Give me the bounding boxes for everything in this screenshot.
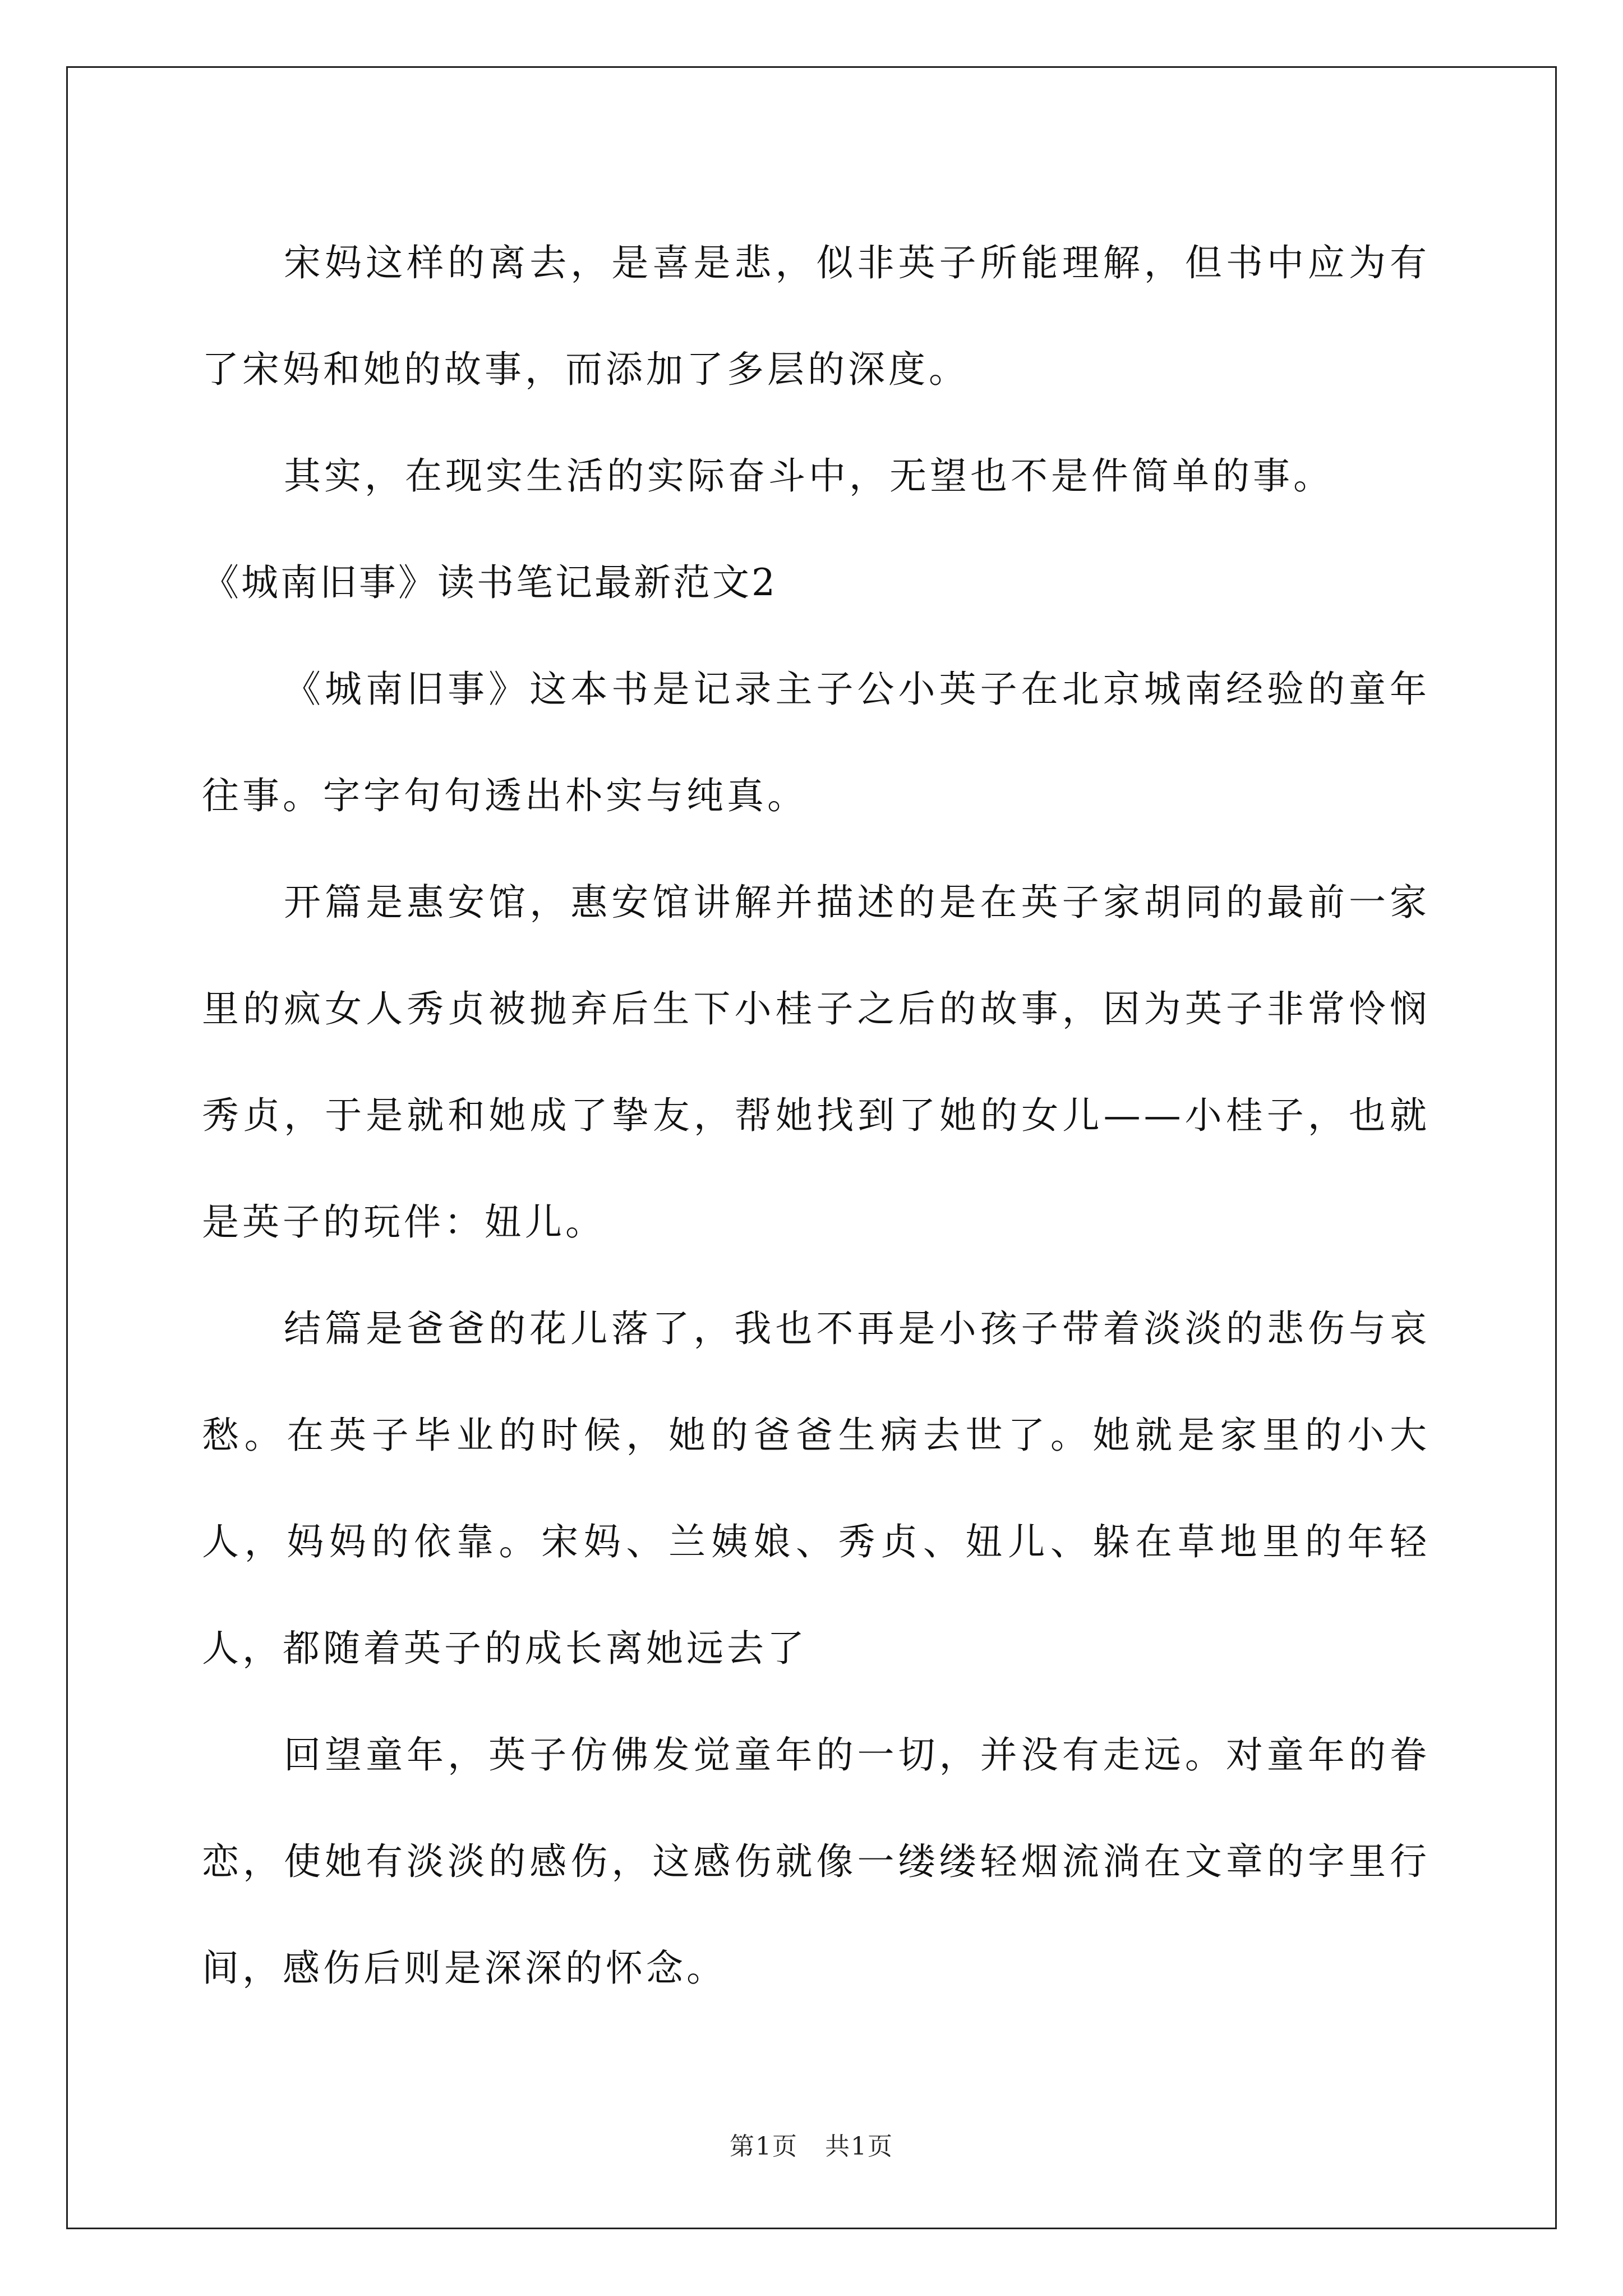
paragraph-6: 回望童年，英子仿佛发觉童年的一切，并没有走远。对童年的眷恋，使她有淡淡的感伤，这感伤就像一缕缕轻烟流淌在文章的字里行间，感伤后则是深深的怀念。 [202,1733,1430,1990]
page-footer [0,2126,1623,2162]
page-number: 第1页 [730,2132,798,2161]
paragraph-2: 其实，在现实生活的实际奋斗中，无望也不是件简单的事。 [284,454,1334,498]
section-heading: 《城南旧事》读书笔记最新范文2 [202,561,777,604]
document-body [202,210,1430,2022]
paragraph-5: 结篇是爸爸的花儿落了，我也不再是小孩子带着淡淡的悲伤与哀愁。在英子毕业的时候，她的爸爸生病去世了。她就是家里的小大人，妈妈的依靠。宋妈、兰姨娘、秀贞、妞儿、躲在草地里的年轻人，都随着英子的成长离她远去了 [202,1307,1430,1670]
page-total: 共1页 [825,2132,893,2161]
paragraph-3: 《城南旧事》这本书是记录主子公小英子在北京城南经验的童年往事。字字句句透出朴实与纯真。 [202,668,1430,817]
paragraph-1: 宋妈这样的离去，是喜是悲，似非英子所能理解，但书中应为有了宋妈和她的故事，而添加了多层的深度。 [202,241,1430,391]
paragraph-4: 开篇是惠安馆，惠安馆讲解并描述的是在英子家胡同的最前一家里的疯女人秀贞被抛弃后生下小桂子之后的故事，因为英子非常怜悯秀贞，于是就和她成了挚友，帮她找到了她的女儿——小桂子，也就是英子的玩伴：妞儿。 [202,881,1430,1244]
